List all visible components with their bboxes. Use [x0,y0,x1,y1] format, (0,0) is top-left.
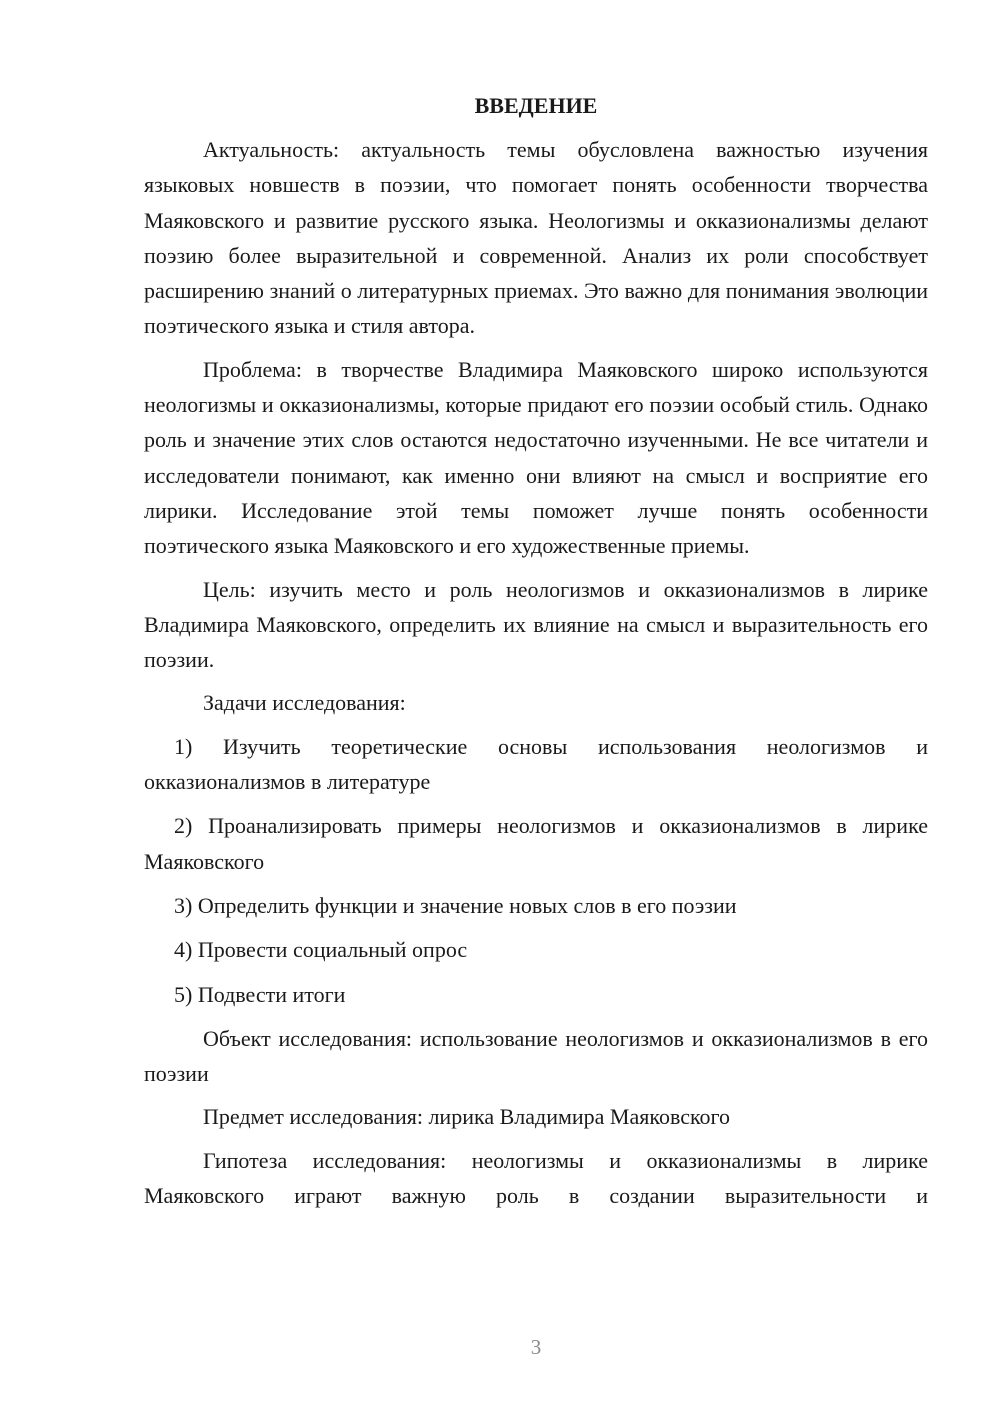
task-item: 1) Изучить теоретические основы использования неологизмов и окказионализмов в литературе [144,733,928,795]
tasks-list [144,729,928,1012]
document-page [144,92,928,1221]
section-title: ВВЕДЕНИЕ [474,93,598,118]
task-item: 5) Подвести итоги [174,981,346,1007]
object-paragraph: Объект исследования: использование неологизмов и окказионализмов в его поэзии [144,1025,928,1087]
page-number: 3 [530,1335,542,1359]
task-item: 2) Проанализировать примеры неологизмов и окказионализмов в лирике Маяковского [144,813,928,874]
task-item: 3) Определить функции и значение новых слов в его поэзии [174,892,737,918]
problem-paragraph: Проблема: в творчестве Владимира Маяковского широко используются неологизмы и окказионализмы, которые придают его поэзии особый стиль. Однако роль и значение этих слов остаются недостаточно изученными. Не все читатели и исследователи понимают, как именно они влияют на смысл и восприятие его лирики. Исследование этой темы поможет лучше понять особенности поэтического языка Маяковского и его художественные приемы. [144,356,928,559]
task-item: 4) Провести социальный опрос [174,937,468,963]
subject-paragraph: Предмет исследования: лирика Владимира Маяковского [203,1104,731,1130]
goal-paragraph: Цель: изучить место и роль неологизмов и окказионализмов в лирике Владимира Маяковского, определить их влияние на смысл и выразительность его поэзии. [144,576,928,673]
relevance-paragraph: Актуальность: актуальность темы обусловлена важностью изучения языковых новшеств в поэзии, что помогает понять особенности творчества Маяковского и развитие русского языка. Неологизмы и окказионализмы делают поэзию более выразительной и современной. Анализ их роли способствует расширению знаний о литературных приемах. Это важно для понимания эволюции поэтического языка и стиля автора. [144,137,928,339]
hypothesis-paragraph: Гипотеза исследования: неологизмы и окказионализмы в лирике Маяковского играют важную роль в создании выразительности и [144,1147,928,1209]
tasks-heading: Задачи исследования: [203,690,406,716]
